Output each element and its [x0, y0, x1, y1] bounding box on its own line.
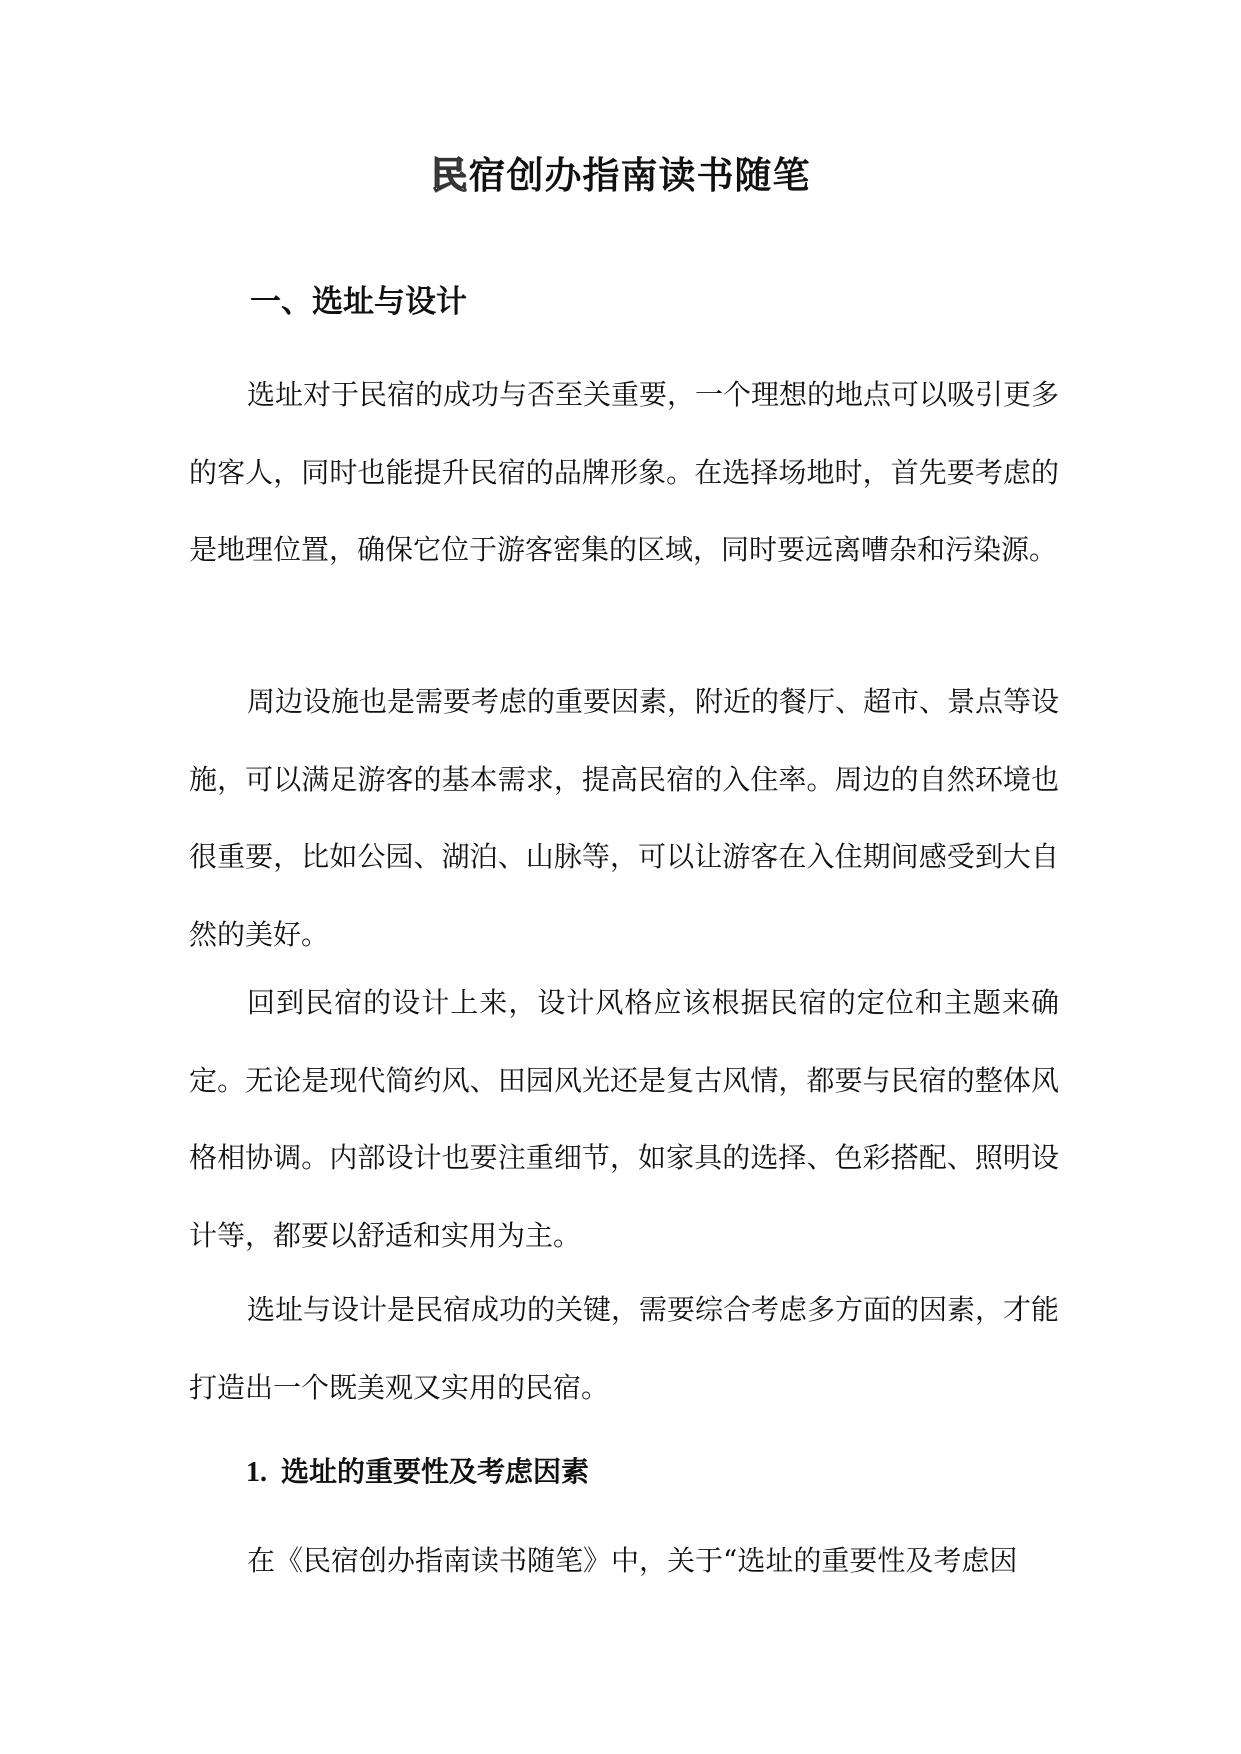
paragraph: 选址与设计是民宿成功的关键，需要综合考虑多方面的因素，才能打造出一个既美观又实用的民宿。: [189, 1293, 1060, 1404]
subsection-title: 选址的重要性及考虑因素: [281, 1455, 590, 1488]
paragraph: 在《民宿创办指南读书随笔》中，关于“选址的重要性及考虑因: [247, 1544, 1018, 1577]
paragraph: 周边设施也是需要考虑的重要因素，附近的餐厅、超市、景点等设施，可以满足游客的基本需求，提高民宿的入住率。周边的自然环境也很重要，比如公园、湖泊、山脉等，可以让游客在入住期间感受到大自然的美好。: [189, 685, 1060, 951]
title-text: 宿创办指南读书随笔: [468, 153, 811, 197]
section-heading: 一、选址与设计: [250, 284, 467, 320]
subsection-heading: [246, 1452, 589, 1493]
title-first-character: 民: [430, 153, 469, 197]
paragraph: 回到民宿的设计上来，设计风格应该根据民宿的定位和主题来确定。无论是现代简约风、田园风光还是复古风情，都要与民宿的整体风格相协调。内部设计也要注重细节，如家具的选择、色彩搭配、照明设计等，都要以舒适和实用为主。: [189, 986, 1059, 1252]
document-title: [0, 150, 1241, 200]
paragraph: 选址对于民宿的成功与否至关重要，一个理想的地点可以吸引更多的客人，同时也能提升民宿的品牌形象。在选择场地时，首先要考虑的是地理位置，确保它位于游客密集的区域，同时要远离嘈杂和污染源。: [189, 378, 1060, 566]
subsection-number: 1.: [246, 1457, 267, 1488]
